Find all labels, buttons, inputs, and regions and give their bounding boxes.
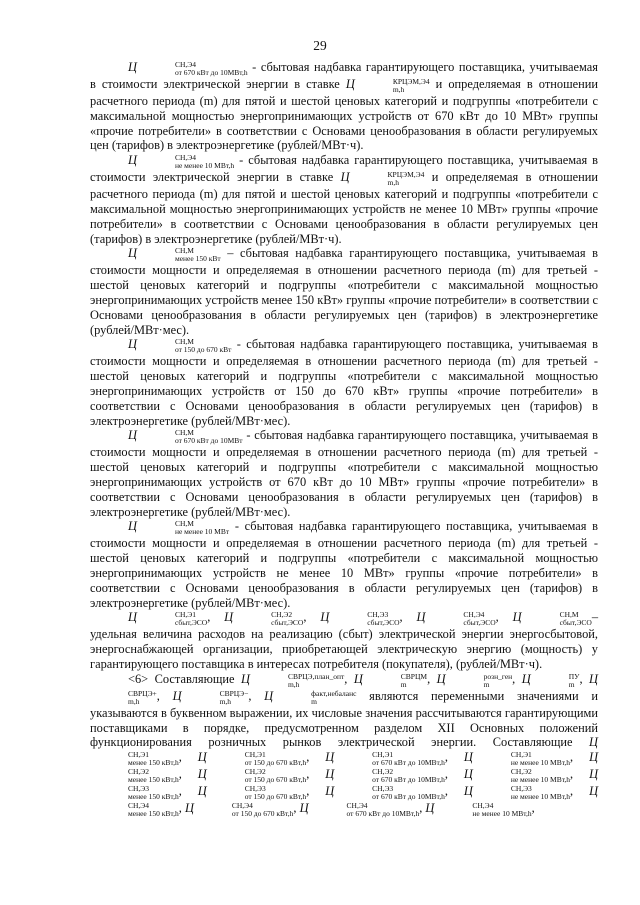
page-number: 29 — [313, 38, 327, 53]
expense-symbol: Ц СН,Э3 сбыт,ЭСО — [320, 610, 400, 628]
expense-symbol: Ц СН,Э2 сбыт,ЭСО — [224, 610, 304, 628]
variable-symbol: Ц СВРЦЭ,план_опт m,h — [240, 671, 345, 689]
component-symbol: Ц СН,Э3 от 670 кВт до 10МВт,h — [325, 784, 445, 802]
definition-paragraph: Ц СН,М от 150 до 670 кВт - сбытовая надбавка гарантирующего поставщика, учитываемая в стоимости мощности и определяемая в отношении расчетного периода (m) для третьей - шестой ценовых категорий и подгруппы «потребители с максимальной мощностью энергопринимающих устройств от 150 до 670 кВт» группы «прочие потребители» в соответствии с Основами ценообразования в области регулируемых цен (тарифов) в электроэнергетике (рублей/МВт·мес). — [90, 337, 598, 428]
component-symbol: Ц СН,Э2 не менее 10 МВт,h — [463, 767, 571, 785]
markup-symbol: Ц СН,М менее 150 кВт — [128, 246, 221, 264]
component-symbol: Ц СН,Э4 не менее 10 МВт,h — [425, 801, 532, 819]
section-6-paragraph: <6> Составляющие Ц СВРЦЭ,план_опт m,h , Ц СВРЦМ m , Ц розн_ген m , Ц ПУ m , Ц СВРЦЭ+ m,h , Ц СВРЦЭ− m,h , Ц факт,небаланс m являются переменными значениями и указываются в буквенном выражении, их числовые значения рассчитываются гарантирующими поставщиками в порядке, предусмотренном разделом XII Основных положений функционирования розничных рынков электрической энергии. Составляющие Ц СН,Э1 менее 150 кВт,h , Ц СН,Э1 от 150 до 670 кВт,h , Ц СН,Э1 от 670 кВт до 10МВт,h , Ц СН,Э1 не менее 10 МВт,h , Ц СН,Э2 менее 150 кВт,h , Ц СН,Э2 от 150 до 670 кВт,h , Ц СН,Э2 от 670 кВт до 10МВт,h , Ц СН,Э2 не менее 10 МВт,h , Ц СН,Э3 менее 150 кВт,h , Ц СН,Э3 от 150 до 670 кВт,h , Ц СН,Э3 от 670 кВт до 10МВт,h , Ц СН,Э3 не менее 10 МВт,h , Ц СН,Э4 менее 150 кВт,h , Ц СН,Э4 от 150 до 670 кВт,h , Ц СН,Э4 от 670 кВт до 10МВт,h , Ц СН,Э4 не менее 10 МВт,h , — [90, 671, 599, 819]
component-symbol: Ц СН,Э1 не менее 10 МВт,h — [463, 750, 571, 768]
rate-symbol: Ц КРЦЭМ,Э4 m,h — [345, 77, 430, 94]
expense-symbol: Ц СН,М сбыт,ЭСО — [512, 610, 592, 628]
component-symbol: Ц СН,Э1 менее 150 кВт,h — [128, 735, 598, 768]
component-symbol: Ц СН,Э2 от 670 кВт до 10МВт,h — [325, 767, 445, 785]
component-symbol: Ц СН,Э2 менее 150 кВт,h — [128, 750, 599, 785]
variable-symbol: Ц СВРЦЭ+ m,h — [128, 671, 598, 706]
expense-definition: Ц СН,Э1 сбыт,ЭСО , Ц СН,Э2 сбыт,ЭСО , Ц СН,Э3 сбыт,ЭСО , Ц СН,Э4 сбыт,ЭСО , Ц СН,М сбыт,ЭСО –удельная величина расходов на реализацию (сбыт) электрической энергии энергосбытовой, энергоснабжающей организации, приобретающей электрическую энергию (мощность) у гарантирующего поставщика в интересах потребителя (покупателя), (рублей/МВт·ч). — [90, 610, 599, 671]
component-symbol: Ц СН,Э2 от 150 до 670 кВт,h — [197, 767, 307, 785]
definitions-list — [90, 60, 598, 610]
definition-paragraph: Ц СН,М от 670 кВт до 10МВт - сбытовая надбавка гарантирующего поставщика, учитываемая в стоимости мощности и определяемая в отношении расчетного периода (m) для третьей - шестой ценовых категорий и подгруппы «потребители с максимальной мощностью энергопринимающих устройств от 670 кВт до 10 МВт» группы «прочие потребители» в соответствии с Основами ценообразования в области регулируемых цен (тарифов) в электроэнергетике (рублей/МВт·мес). — [90, 428, 598, 519]
component-symbol: Ц СН,Э4 менее 150 кВт,h — [128, 784, 599, 819]
markup-symbol: Ц СН,Э4 от 670 кВт до 10МВт,h — [128, 60, 248, 77]
markup-symbol: Ц СН,М от 150 до 670 кВт — [128, 337, 232, 355]
markup-symbol: Ц СН,Э4 не менее 10 МВт,h — [128, 153, 235, 171]
component-symbol: Ц СН,Э1 от 150 до 670 кВт,h — [197, 750, 307, 768]
variable-symbol: Ц СВРЦЭ− m,h — [172, 688, 249, 706]
document-body — [90, 60, 598, 818]
expense-symbol: Ц СН,Э1 сбыт,ЭСО — [128, 610, 208, 628]
variable-symbol: Ц СВРЦМ m — [353, 671, 428, 689]
markup-symbol: Ц СН,М не менее 10 МВт — [128, 519, 230, 537]
component-symbol: Ц СН,Э4 от 670 кВт до 10МВт,h — [299, 801, 420, 819]
definition-paragraph: Ц СН,М не менее 10 МВт - сбытовая надбавка гарантирующего поставщика, учитываемая в стоимости мощности и определяемая в отношении расчетного периода (m) для третьей - шестой ценовых категорий и подгруппы «потребители с максимальной мощностью энергопринимающих устройств не менее 10 МВт» группы «прочие потребители» в соответствии с Основами ценообразования в области регулируемых цен (тарифов) в электроэнергетике (рублей/МВт·мес). — [90, 519, 598, 610]
definition-paragraph: Ц СН,Э4 не менее 10 МВт,h - сбытовая надбавка гарантирующего поставщика, учитываемая в стоимости электрической энергии в ставке Ц КРЦЭМ,Э4 m,h и определяемая в отношении расчетного периода (m) для пятой и шестой ценовых категорий и подгруппы «потребители с максимальной мощностью энергопринимающих устройств не менее 10 МВт» группы «прочие потребители» в соответствии с Основами ценообразования в области регулируемых цен (тарифов) в электроэнергетике (рублей/МВт·ч). — [90, 153, 599, 246]
component-symbol: Ц СН,Э3 от 150 до 670 кВт,h — [197, 784, 307, 802]
component-symbol: Ц СН,Э1 от 670 кВт до 10МВт,h — [325, 750, 445, 768]
rate-symbol: Ц КРЦЭМ,Э4 m,h — [340, 170, 425, 188]
variable-symbol: Ц факт,небаланс m — [264, 688, 357, 706]
variable-symbol: Ц розн_ген m — [436, 671, 513, 689]
component-symbol: Ц СН,Э3 не менее 10 МВт,h — [463, 784, 571, 802]
component-symbol: Ц СН,Э3 менее 150 кВт,h — [128, 767, 599, 802]
markup-symbol: Ц СН,М от 670 кВт до 10МВт — [128, 428, 243, 446]
expense-symbol: Ц СН,Э4 сбыт,ЭСО — [416, 610, 496, 628]
definition-paragraph: Ц СН,Э4 от 670 кВт до 10МВт,h - сбытовая надбавка гарантирующего поставщика, учитываемая в стоимости электрической энергии в ставке Ц КРЦЭМ,Э4 m,h и определяемая в отношении расчетного периода (m) для пятой и шестой ценовых категорий и подгруппы «потребители с максимальной мощностью энергопринимающих устройств от 670 кВт до 10 МВт» группы «прочие потребители» в соответствии с Основами ценообразования в области регулируемых цен (тарифов) в электроэнергетике (рублей/МВт·ч). — [90, 60, 599, 153]
component-symbol: Ц СН,Э4 от 150 до 670 кВт,h — [184, 801, 294, 819]
variable-symbol: Ц ПУ m — [521, 671, 580, 689]
definition-paragraph: Ц СН,М менее 150 кВт – сбытовая надбавка гарантирующего поставщика, учитываемая в стоимости мощности и определяемая в отношении расчетного периода (m) для третьей - шестой ценовых категорий и подгруппы «потребители с максимальной мощностью энергопринимающих устройств менее 150 кВт» группы «прочие потребители» в соответствии с Основами ценообразования в области регулируемых цен (тарифов) в электроэнергетике (рублей/МВт·мес). — [90, 246, 598, 337]
